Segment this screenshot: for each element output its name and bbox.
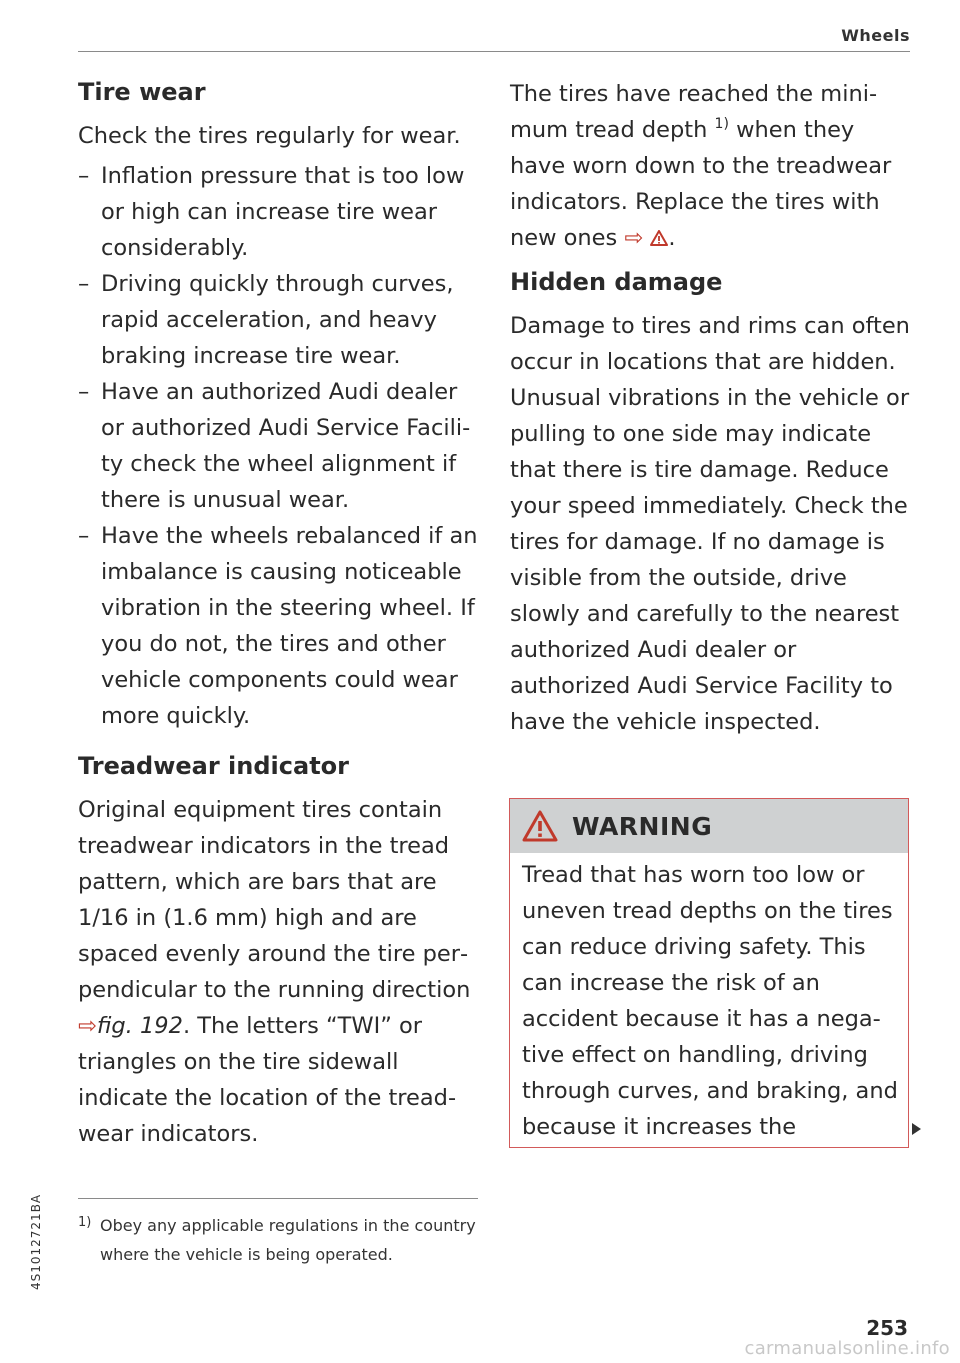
treadwear-text-start: Original equipment tires contain treadwear indicators in the tread pattern, which are bars that are 1/16 in (1.6 mm) high and are spaced evenly around the tire perpendicular to the running direction: [78, 797, 471, 1003]
right-column: [510, 76, 910, 740]
min-tread-text-b: when they have worn down to the treadwear indicators. Replace the tires with new ones: [510, 117, 892, 251]
tire-wear-list: [78, 158, 483, 734]
continue-arrow-icon: [912, 1123, 921, 1135]
dash-marker: –: [78, 379, 90, 405]
left-column: [78, 72, 483, 1152]
footnote-rule: [78, 1198, 478, 1199]
dash-marker: –: [78, 163, 90, 189]
list-item: [78, 158, 483, 266]
footnote-marker: 1): [78, 1215, 92, 1230]
reference-arrow-icon: ⇨: [624, 225, 644, 251]
warning-triangle-icon: [522, 810, 558, 842]
paragraph-minimum-tread: [510, 76, 910, 256]
paragraph-check-tires: Check the tires regularly for wear.: [78, 123, 461, 149]
header-rule: [78, 51, 910, 52]
treadwear-text-end: . The letters “TWI” or triangles on the tire sidewall indicate the location of the treadwear indicators.: [78, 1013, 457, 1147]
warning-header: [510, 799, 908, 853]
reference-arrow-icon: ⇨: [78, 1013, 97, 1039]
footnote: [78, 1211, 478, 1269]
dash-marker: –: [78, 523, 90, 549]
footnote-text: Obey any applicable regulations in the country where the vehicle is being operated.: [100, 1216, 476, 1264]
watermark: carmanualsonline.info: [744, 1338, 950, 1359]
list-item: [78, 374, 483, 518]
section-title: Wheels: [841, 26, 910, 45]
list-item-text: Have an authorized Audi dealer or authorized Audi Service Facility check the wheel alignment if there is unusual wear.: [101, 379, 471, 513]
side-document-code: 4S1012721BA: [29, 1193, 43, 1290]
warning-triangle-icon[interactable]: [650, 230, 668, 246]
figure-link[interactable]: fig. 192: [96, 1013, 183, 1039]
list-item-text: Have the wheels rebalanced if an imbalance is causing noticeable vibration in the steering wheel. If you do not, the tires and other vehicle components could wear more quickly.: [101, 523, 478, 729]
heading-tire-wear: Tire wear: [78, 78, 206, 106]
dash-marker: –: [78, 271, 90, 297]
heading-hidden-damage: Hidden damage: [510, 268, 723, 296]
min-tread-text-c: .: [668, 225, 676, 251]
heading-treadwear-indicator: Treadwear indicator: [78, 752, 349, 780]
list-item-text: Driving quickly through curves, rapid acceleration, and heavy braking increase tire wear.: [101, 271, 454, 369]
list-item: [78, 518, 483, 734]
min-tread-text-a: The tires have reached the minimum tread depth: [510, 81, 878, 143]
warning-title: WARNING: [572, 811, 713, 841]
paragraph-treadwear: [78, 792, 483, 1152]
paragraph-hidden-damage: Damage to tires and rims can often occur in locations that are hidden. Unusual vibrations in the vehicle or pulling to one side may indicate that there is tire damage. Reduce your speed immediately. Check the tires for damage. If no damage is visible from the outside, drive slowly and carefully to the nearest authorized Audi dealer or authorized Audi Service Facility to have the vehicle inspected.: [510, 313, 910, 735]
warning-body: Tread that has worn too low or uneven tread depths on the tires can reduce driving safety. This can increase the risk of an accident because it has a negative effect on handling, driving through curves, and braking, and because it increases the: [522, 862, 898, 1140]
warning-box: [509, 798, 909, 1148]
footnote-reference[interactable]: 1): [714, 116, 729, 132]
list-item: [78, 266, 483, 374]
list-item-text: Inflation pressure that is too low or high can increase tire wear considerably.: [101, 163, 465, 261]
page-number: 253: [866, 1316, 908, 1340]
